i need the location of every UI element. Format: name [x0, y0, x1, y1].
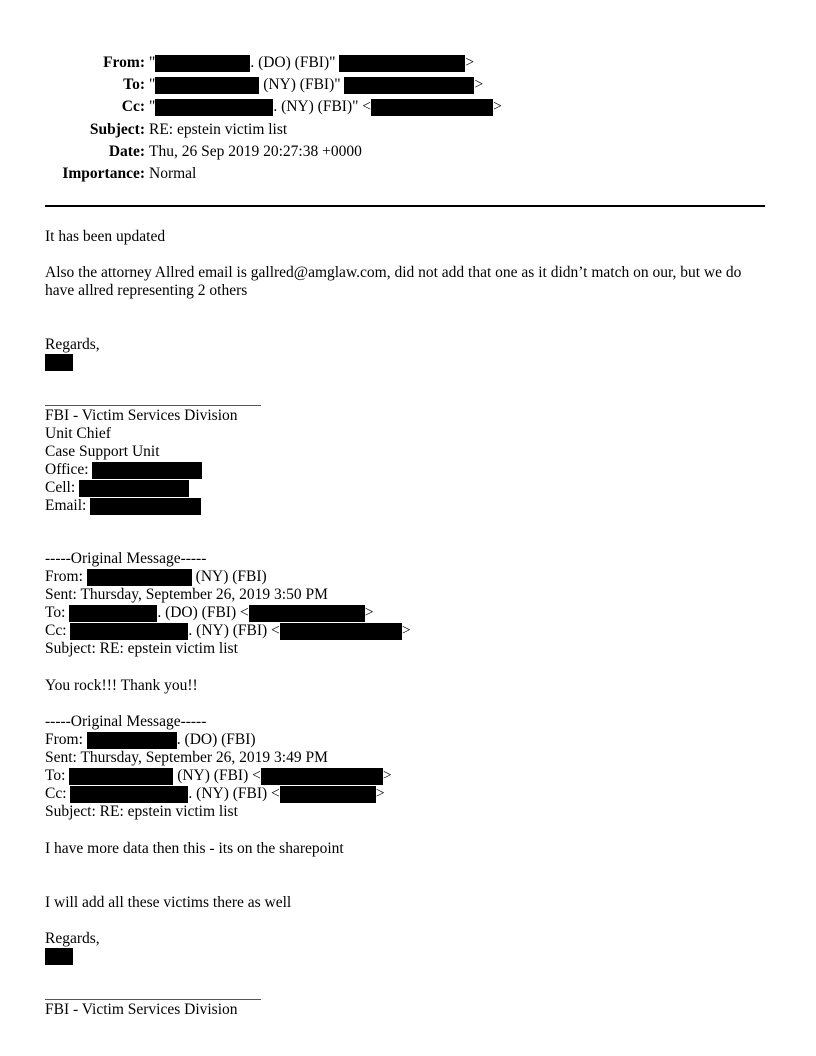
from-sender-suffix: . (DO) (FBI)"	[250, 54, 336, 71]
from-label: From:	[103, 54, 145, 71]
redaction-block	[69, 768, 173, 785]
signature-unit: Case Support Unit	[45, 443, 160, 460]
signature-divider	[45, 999, 261, 1000]
importance-value: Normal	[149, 165, 197, 182]
subject-value: RE: epstein victim list	[149, 121, 288, 138]
email-label: Email:	[45, 497, 87, 514]
to-close: >	[474, 76, 484, 93]
header-date-row	[46, 142, 766, 162]
redaction-block	[45, 948, 73, 965]
msg2-cc	[45, 785, 385, 803]
redaction-block	[344, 77, 474, 94]
msg2-to-label: To:	[45, 767, 66, 784]
msg2-regards: Regards,	[45, 930, 100, 947]
redaction-block	[280, 786, 376, 803]
msg2-subject: Subject: RE: epstein victim list	[45, 803, 238, 820]
redaction-block	[155, 55, 250, 72]
msg2-sent: Sent: Thursday, September 26, 2019 3:49 PM	[45, 749, 328, 766]
redaction-block	[249, 605, 365, 622]
redaction-block	[45, 354, 73, 371]
msg1-to-label: To:	[45, 604, 66, 621]
msg2-from	[45, 731, 256, 749]
msg1-cc	[45, 622, 411, 640]
signature-division: FBI - Victim Services Division	[45, 407, 238, 424]
signature-cell	[45, 479, 189, 497]
signature-title: Unit Chief	[45, 425, 111, 442]
redaction-block	[90, 498, 201, 515]
msg1-from-suffix: (NY) (FBI)	[191, 568, 267, 585]
redaction-block	[155, 99, 273, 116]
to-recipient-suffix: (NY) (FBI)"	[259, 76, 341, 93]
header-from-row	[46, 53, 766, 73]
subject-label: Subject:	[89, 121, 145, 138]
header-divider	[45, 205, 765, 207]
redaction-block	[69, 605, 157, 622]
original-message-separator: -----Original Message-----	[45, 550, 207, 567]
redaction-block	[155, 77, 259, 94]
regards-text: Regards,	[45, 336, 100, 353]
to-label: To:	[123, 76, 145, 93]
cc-close: >	[493, 98, 502, 115]
msg1-to-close: >	[364, 604, 374, 621]
header-to-row	[46, 75, 766, 95]
from-quote: "	[149, 54, 156, 71]
msg1-to	[45, 604, 373, 622]
redaction-block	[70, 623, 188, 640]
redaction-block	[280, 623, 402, 640]
msg2-text-add-victims: I will add all these victims there as well	[45, 894, 292, 911]
msg2-signature-division: FBI - Victim Services Division	[45, 1001, 238, 1018]
msg2-to	[45, 767, 392, 785]
msg1-cc-label: Cc:	[45, 622, 67, 639]
msg1-cc-close: >	[401, 622, 411, 639]
msg1-from-label: From:	[45, 568, 83, 585]
msg2-cc-suffix: . (NY) (FBI) <	[188, 785, 280, 802]
redaction-block	[70, 786, 188, 803]
to-quote: "	[149, 76, 156, 93]
signature-email	[45, 497, 201, 515]
cc-recipient-suffix: . (NY) (FBI)" <	[273, 98, 372, 115]
msg2-cc-close: >	[375, 785, 385, 802]
msg1-from	[45, 568, 267, 586]
redaction-block	[79, 480, 189, 497]
office-label: Office:	[45, 461, 89, 478]
cc-quote: "	[149, 98, 156, 115]
signature-divider	[45, 405, 261, 406]
body-line-updated: It has been updated	[45, 228, 166, 245]
header-cc-row	[46, 97, 766, 117]
redaction-block	[92, 462, 202, 479]
msg2-text-sharepoint: I have more data then this - its on the sharepoint	[45, 840, 344, 857]
msg1-text: You rock!!! Thank you!!	[45, 677, 198, 694]
msg1-cc-suffix: . (NY) (FBI) <	[188, 622, 280, 639]
msg2-from-label: From:	[45, 731, 83, 748]
cell-label: Cell:	[45, 479, 76, 496]
msg1-to-suffix: . (DO) (FBI) <	[157, 604, 249, 621]
date-value: Thu, 26 Sep 2019 20:27:38 +0000	[149, 143, 362, 160]
original-message-separator: -----Original Message-----	[45, 713, 207, 730]
msg2-cc-label: Cc:	[45, 785, 67, 802]
msg2-to-suffix: (NY) (FBI) <	[173, 767, 261, 784]
signature-office	[45, 461, 202, 479]
msg1-subject: Subject: RE: epstein victim list	[45, 640, 238, 657]
header-importance-row	[46, 164, 766, 184]
redaction-block	[339, 55, 465, 72]
redaction-block	[87, 569, 192, 586]
msg2-to-close: >	[382, 767, 392, 784]
body-paragraph-allred: Also the attorney Allred email is gallred@amglaw.com, did not add that one as it didn’t match on our, but we do have allred representing 2 others	[45, 264, 742, 299]
redaction-block	[261, 768, 383, 785]
redaction-block	[87, 732, 177, 749]
cc-label: Cc:	[121, 98, 145, 115]
date-label: Date:	[108, 143, 145, 160]
msg2-from-suffix: . (DO) (FBI)	[176, 731, 256, 748]
msg1-sent: Sent: Thursday, September 26, 2019 3:50 PM	[45, 586, 328, 603]
redaction-block	[371, 99, 493, 116]
importance-label: Importance:	[62, 165, 145, 182]
from-close: >	[465, 54, 475, 71]
header-subject-row	[46, 120, 766, 140]
